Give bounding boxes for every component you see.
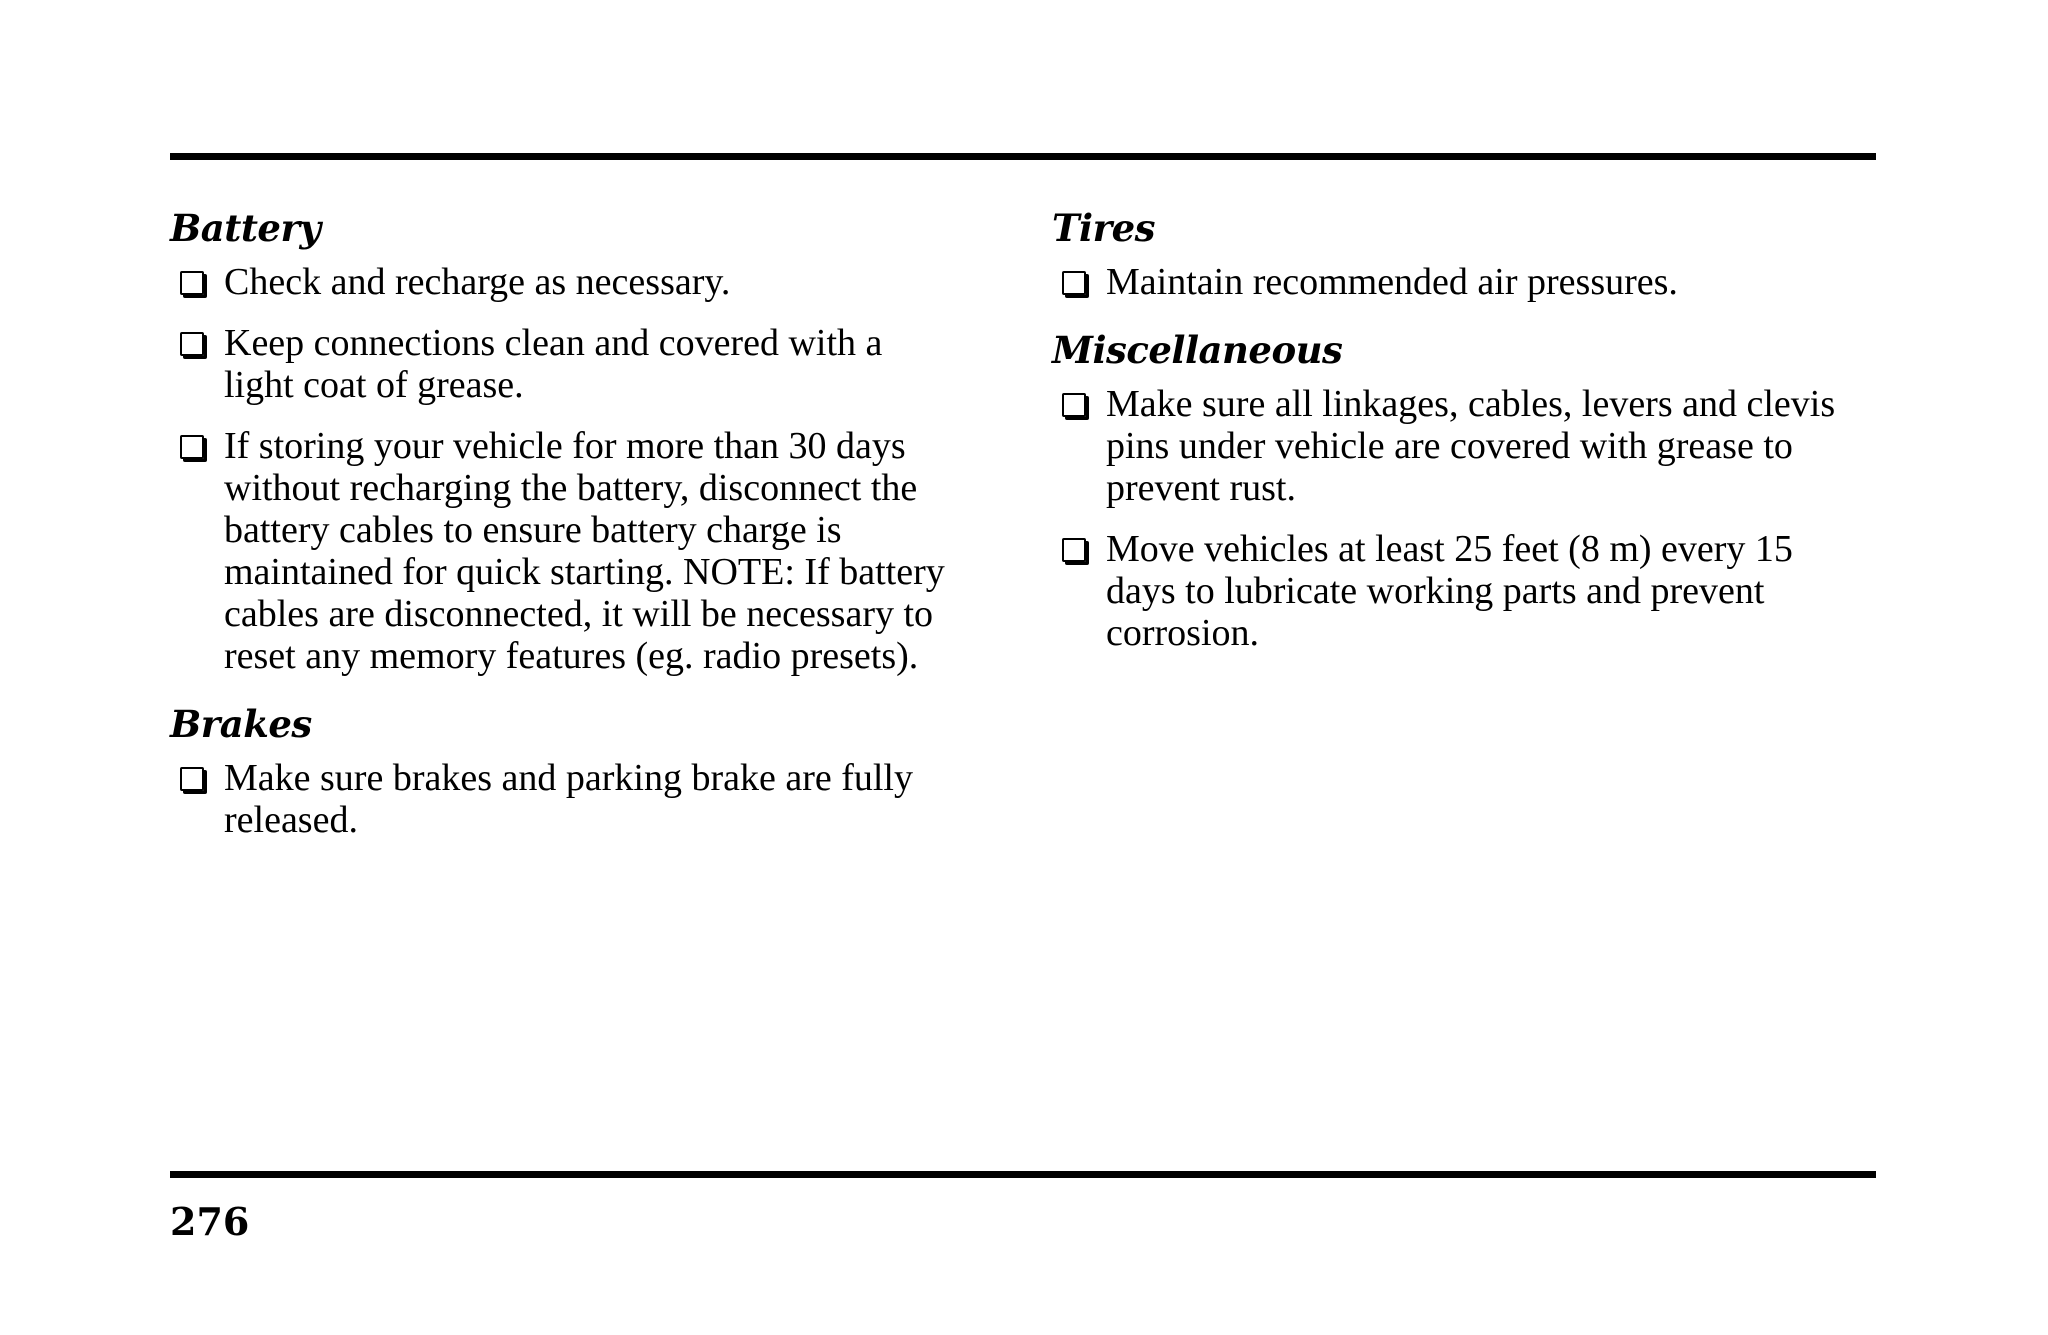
- right-column: [1052, 200, 1876, 673]
- checklist-item: [170, 261, 980, 303]
- checkbox-icon: [1062, 393, 1086, 417]
- checkbox-icon: [1062, 538, 1086, 562]
- page-number: 276: [170, 1199, 250, 1244]
- checklist-item: [170, 757, 980, 841]
- checklist-item-text: If storing your vehicle for more than 30 days without recharging the battery, disconnect the battery cables to ensure battery charge is maintained for quick starting. NOTE: If battery cables are disconnected, it will be necessary to reset any memory features (eg. radio presets).: [224, 425, 945, 677]
- checklist-item-text: Check and recharge as necessary.: [224, 261, 731, 303]
- checklist-item: [170, 425, 980, 677]
- top-rule: [170, 153, 1876, 160]
- checklist-item: [170, 322, 980, 406]
- brakes-heading: Brakes: [170, 702, 312, 746]
- battery-heading: Battery: [170, 206, 321, 250]
- checklist-item-text: Keep connections clean and covered with a light coat of grease.: [224, 322, 883, 406]
- checklist-item-text: Make sure brakes and parking brake are fully released.: [224, 757, 913, 841]
- checkbox-icon: [180, 271, 204, 295]
- checklist-item-text: Maintain recommended air pressures.: [1106, 261, 1678, 303]
- bottom-rule: [170, 1171, 1876, 1178]
- checklist-item: [1052, 261, 1876, 303]
- checklist-item: [1052, 383, 1876, 509]
- checklist-item-text: Make sure all linkages, cables, levers and clevis pins under vehicle are covered with grease to prevent rust.: [1106, 383, 1836, 509]
- checklist-item: [1052, 528, 1876, 654]
- miscellaneous-heading: Miscellaneous: [1052, 328, 1343, 372]
- left-column: [170, 200, 980, 860]
- checkbox-icon: [180, 435, 204, 459]
- checkbox-icon: [180, 332, 204, 356]
- checkbox-icon: [180, 767, 204, 791]
- tires-heading: Tires: [1052, 206, 1155, 250]
- checklist-item-text: Move vehicles at least 25 feet (8 m) every 15 days to lubricate working parts and prevent corrosion.: [1106, 528, 1793, 654]
- checkbox-icon: [1062, 271, 1086, 295]
